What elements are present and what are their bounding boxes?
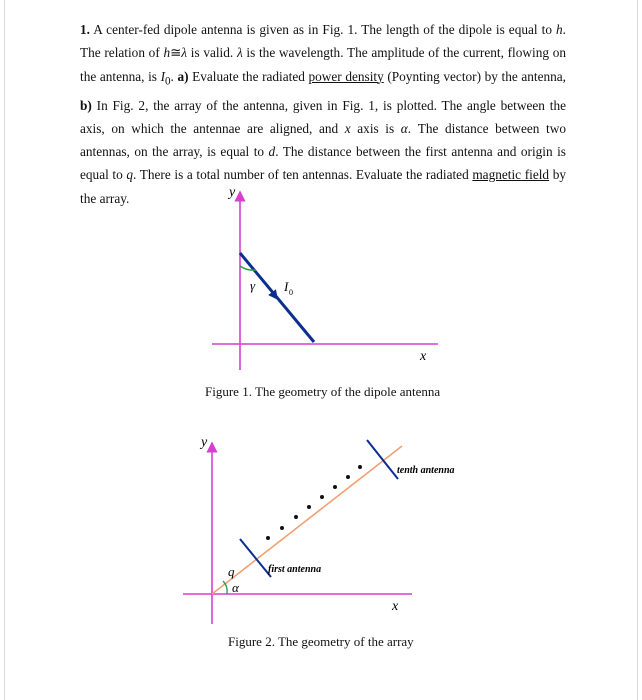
fig1-y-label: y (229, 185, 236, 200)
fig2-first-antenna-label: first antenna (268, 564, 322, 575)
problem-text: A center-fed dipole antenna is given as in Fig. 1. The length of the dipole is equal to (89, 22, 557, 37)
fig2-alpha-label: α (232, 580, 239, 595)
fig2-dot (346, 475, 350, 479)
symbol-lambda: λ (181, 45, 188, 61)
fig2-first-antenna (240, 539, 271, 577)
problem-text: is valid. (187, 45, 237, 61)
symbol-q: q (126, 167, 134, 183)
problem-text: . The distance between two antennas, on the array, is equal to (80, 120, 566, 160)
fig2-dot (333, 485, 337, 489)
symbol-h: h (163, 45, 171, 61)
problem-text: . (170, 68, 178, 84)
fig1-current-label: I (284, 279, 289, 294)
fig2-dot (294, 515, 298, 519)
power-density-term: power density (308, 68, 384, 84)
fig1-x-label: x (420, 349, 427, 364)
problem-text: . The distance between the first antenna and origin is equal to (80, 144, 566, 183)
problem-text: by the array. (80, 167, 566, 206)
symbol-d: d (268, 144, 276, 160)
fig2-y-label: y (201, 435, 208, 450)
problem-text: Evaluate the radiated (188, 68, 309, 84)
part-a-label: a) (177, 68, 189, 84)
part-b-label: b) (80, 97, 92, 113)
symbol-current: I (160, 68, 165, 84)
problem-text: is the wavelength. The amplitude of the current, flowing on the antenna, is (80, 45, 566, 84)
fig2-intermediate-antenna-dots (266, 465, 362, 540)
problem-text: . There is a total number of ten antennas. Evaluate the radiated (133, 167, 473, 183)
fig2-dot (320, 495, 324, 499)
fig2-tenth-antenna-label: tenth antenna (397, 465, 455, 476)
problem-number: 1. (80, 22, 90, 37)
fig1-dipole-antenna (240, 253, 314, 342)
fig2-dot (280, 526, 284, 530)
problem-text: (Poynting vector) by the antenna, (383, 68, 567, 84)
problem-text: axis is (350, 120, 401, 136)
fig1-gamma-label: γ (250, 278, 256, 293)
symbol-current-subscript: 0 (165, 75, 171, 88)
fig2-dot (307, 505, 311, 509)
symbol-h: h (556, 22, 563, 37)
magnetic-field-term: magnetic field (472, 167, 550, 183)
figure-1-caption: Figure 1. The geometry of the dipole antenna (205, 384, 441, 399)
figure-1 (212, 185, 438, 370)
fig2-q-label: q (228, 564, 235, 579)
problem-text: . The relation of (80, 22, 566, 61)
symbol-alpha: α (400, 120, 408, 136)
fig2-dot (358, 465, 362, 469)
fig2-tenth-antenna (367, 440, 398, 479)
symbol-x: x (344, 120, 351, 136)
fig2-x-label: x (392, 599, 399, 614)
symbol-approx: ≅ (170, 45, 182, 61)
problem-text: In Fig. 2, the array of the antenna, given in Fig. 1, is plotted. The angle between the axis, on which the antennae are aligned, and (80, 97, 566, 136)
fig2-dot (266, 536, 270, 540)
fig1-current-subscript: 0 (289, 288, 293, 297)
symbol-lambda: λ (236, 45, 243, 61)
fig1-current-arrow (262, 279, 275, 296)
figure-2 (183, 435, 455, 624)
figure-2-caption: Figure 2. The geometry of the array (228, 634, 414, 649)
